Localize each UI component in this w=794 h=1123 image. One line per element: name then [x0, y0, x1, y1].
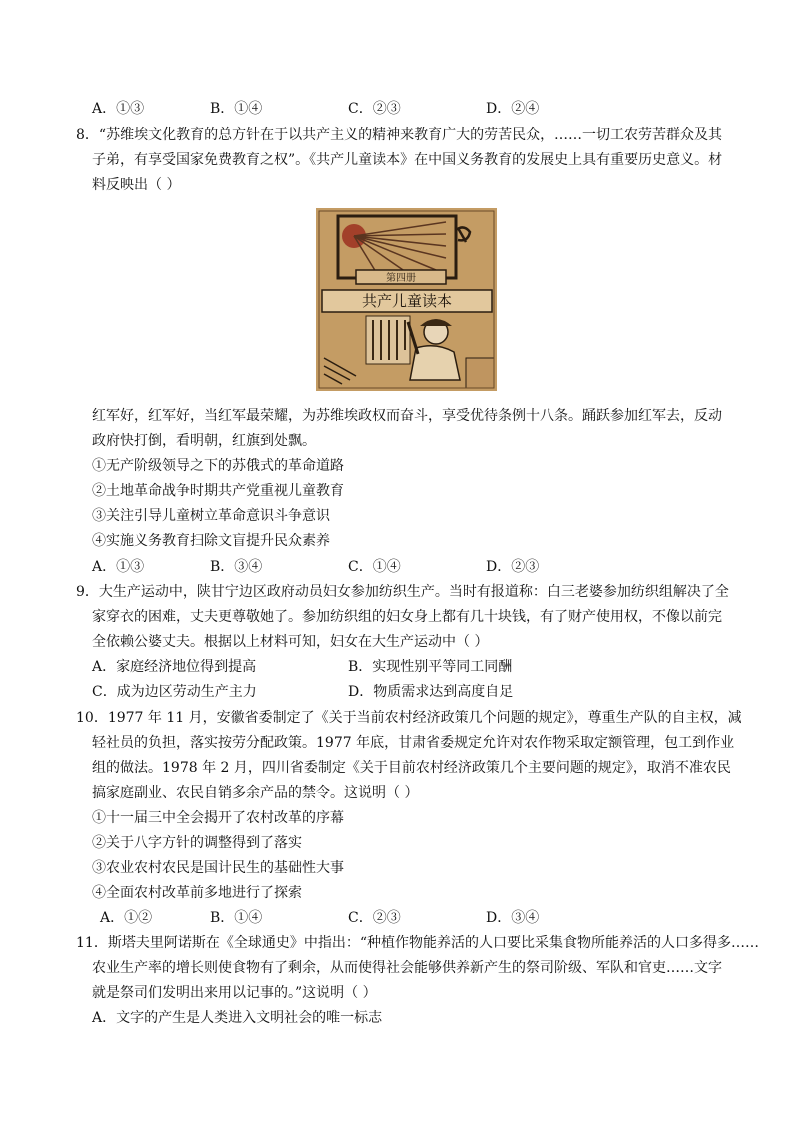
q7-option-a: A．①③: [92, 101, 145, 117]
q10-option-b: B．①④: [210, 910, 263, 926]
q8-quote-line-1: 红军好，红军好，当红军最荣耀，为苏维埃政权而奋斗，享受优待条例十八条。踊跃参加红军去，反动: [92, 408, 722, 424]
q7-option-c: C．②③: [348, 101, 401, 117]
q11-stem-line-2: 农业生产率的增长则使食物有了剩余，从而使得社会能够供养新产生的祭司阶级、军队和官吏……文字: [92, 960, 722, 976]
q9-stem-line-2: 家穿衣的困难，丈夫更尊敬她了。参加纺织组的妇女身上都有几十块钱，有了财产使用权，不像以前完: [92, 609, 722, 625]
q10-stem-line-1: 10．1977 年 11 月，安徽省委制定了《关于当前农村经济政策几个问题的规定》，尊重生产队的自主权，减: [76, 710, 742, 726]
q9-stem-line-3: 全依赖公婆丈夫。根据以上材料可知，妇女在大生产运动中（ ）: [92, 634, 489, 650]
q8-option-a: A．①③: [92, 559, 145, 575]
q8-item-1: ①无产阶级领导之下的苏俄式的革命道路: [92, 458, 344, 474]
q11-stem-line-3: 就是祭司们发明出来用以记事的。”这说明（ ）: [92, 985, 377, 1001]
q9-option-b: B．实现性别平等同工同酬: [348, 659, 513, 675]
q10-stem-line-4: 搞家庭副业、农民自销多余产品的禁令。这说明（ ）: [92, 785, 419, 801]
q11-stem-line-1: 11．斯塔夫里阿诺斯在《全球通史》中指出：“种植作物能养活的人口要比采集食物所能养活的人口多得多……: [76, 935, 759, 951]
q9-option-a: A．家庭经济地位得到提高: [92, 659, 257, 675]
q10-stem-line-3: 组的做法。1978 年 2 月，四川省委制定《关于目前农村经济政策几个主要问题的规定》，取消不准农民: [92, 760, 731, 776]
q8-stem-line-3: 料反映出（ ）: [92, 177, 181, 193]
q9-option-c: C．成为边区劳动生产主力: [92, 684, 257, 700]
q7-option-b: B．①④: [210, 101, 263, 117]
q10-option-d: D．③④: [486, 910, 540, 926]
q10-item-3: ③农业农村农民是国计民生的基础性大事: [92, 860, 344, 876]
q9-option-d: D．物质需求达到高度自足: [348, 684, 514, 700]
book-title: 共产儿童读本: [361, 292, 453, 310]
q8-item-4: ④实施义务教育扫除文盲提升民众素养: [92, 533, 330, 549]
q8-option-d: D．②③: [486, 559, 540, 575]
book-cover-image: [316, 208, 497, 391]
volume-label: 第四册: [386, 273, 416, 284]
q9-stem-line-1: 9．大生产运动中，陕甘宁边区政府动员妇女参加纺织生产。当时有报道称：白三老婆参加纺织组解决了全: [76, 584, 729, 600]
q8-stem-line-2: 子弟，有享受国家免费教育之权”。《共产儿童读本》在中国义务教育的发展史上具有重要历史意义。材: [92, 152, 723, 168]
q8-option-c: C．①④: [348, 559, 401, 575]
q10-stem-line-2: 轻社员的负担，落实按劳分配政策。1977 年底，甘肃省委规定允许对农作物采取定额管理，包工到作业: [92, 735, 735, 751]
q10-item-4: ④全面农村改革前多地进行了探索: [92, 885, 302, 901]
q7-option-d: D．②④: [486, 101, 540, 117]
q8-quote-line-2: 政府快打倒，看明朝，红旗到处飘。: [92, 433, 316, 449]
q8-item-3: ③关注引导儿童树立革命意识斗争意识: [92, 508, 330, 524]
q10-option-a: A．①②: [100, 910, 153, 926]
q10-option-c: C．②③: [348, 910, 401, 926]
q11-option-a: A．文字的产生是人类进入文明社会的唯一标志: [92, 1010, 383, 1026]
q8-stem-line-1: 8．“苏维埃文化教育的总方针在于以共产主义的精神来教育广大的劳苦民众，……一切工农劳苦群众及其: [76, 127, 723, 143]
q8-option-b: B．③④: [210, 559, 263, 575]
q10-item-2: ②关于八字方针的调整得到了落实: [92, 835, 302, 851]
q8-item-2: ②土地革命战争时期共产党重视儿童教育: [92, 483, 344, 499]
q10-item-1: ①十一届三中全会揭开了农村改革的序幕: [92, 810, 344, 826]
